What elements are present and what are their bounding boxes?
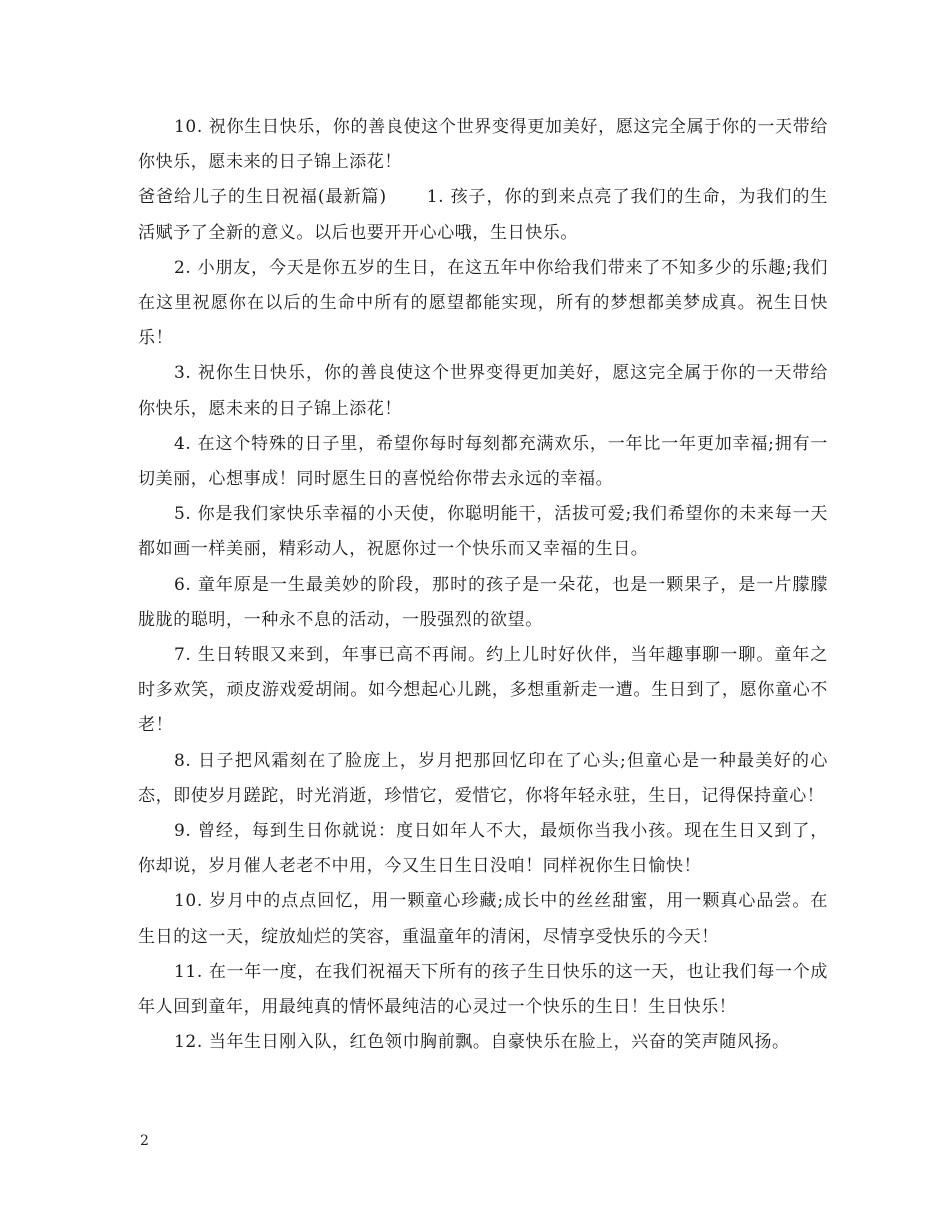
list-item: 10. 岁月中的点点回忆，用一颗童心珍藏;成长中的丝丝甜蜜，用一颗真心品尝。在生日的这一天，绽放灿烂的笑容，重温童年的清闲，尽情享受快乐的今天！ (138, 891, 828, 947)
list-item: 6. 童年原是一生最美妙的阶段，那时的孩子是一朵花，也是一颗果子，是一片朦朦胧胧的聪明，一种永不息的活动，一股强烈的欲望。 (138, 574, 828, 630)
section-heading-paragraph (138, 180, 828, 250)
list-item: 11. 在一年一度，在我们祝福天下所有的孩子生日快乐的这一天，也让我们每一个成年人回到童年，用最纯真的情怀最纯洁的心灵过一个快乐的生日！生日快乐！ (138, 961, 828, 1018)
list-item: 5. 你是我们家快乐幸福的小天使，你聪明能干，活拔可爱;我们希望你的未来每一天都如画一样美丽，精彩动人，祝愿你过一个快乐而又幸福的生日。 (138, 504, 828, 560)
paragraph-intro: 10. 祝你生日快乐，你的善良使这个世界变得更加美好，愿这完全属于你的一天带给你快乐，愿未来的日子锦上添花！ (138, 117, 828, 173)
list-item: 2. 小朋友，今天是你五岁的生日，在这五年中你给我们带来了不知多少的乐趣;我们在这里祝愿你在以后的生命中所有的愿望都能实现，所有的梦想都美梦成真。祝生日快乐！ (138, 257, 828, 349)
list-item: 12. 当年生日刚入队，红色领巾胸前飘。自豪快乐在脸上，兴奋的笑声随风扬。 (174, 1032, 790, 1053)
list-item: 1. 孩子，你的到来点亮了我们的生命，为我们的生活赋予了全新的意义。以后也要开开心心哦，生日快乐。 (138, 187, 828, 243)
list-item: 3. 祝你生日快乐，你的善良使这个世界变得更加美好，愿这完全属于你的一天带给你快乐，愿未来的日子锦上添花！ (138, 363, 828, 419)
list-item: 8. 日子把风霜刻在了脸庞上，岁月把那回忆印在了心头;但童心是一种最美好的心态，即使岁月蹉跎，时光消逝，珍惜它，爱惜它，你将年轻永驻，生日，记得保持童心！ (138, 750, 828, 806)
section-heading: 爸爸给儿子的生日祝福(最新篇) (138, 187, 387, 208)
list-item: 7. 生日转眼又来到，年事已高不再闹。约上儿时好伙伴，当年趣事聊一聊。童年之时多欢笑，顽皮游戏爱胡闹。如今想起心儿跳，多想重新走一遭。生日到了，愿你童心不老！ (138, 645, 828, 736)
page-number: 2 (140, 1133, 149, 1149)
list-item: 9. 曾经，每到生日你就说：度日如年人不大，最烦你当我小孩。现在生日又到了，你却说，岁月催人老老不中用，今又生日生日没咱！同样祝你生日愉快！ (138, 821, 828, 877)
list-item: 4. 在这个特殊的日子里，希望你每时每刻都充满欢乐，一年比一年更加幸福;拥有一切美丽，心想事成！同时愿生日的喜悦给你带去永远的幸福。 (138, 433, 828, 490)
document-body (138, 110, 828, 1060)
